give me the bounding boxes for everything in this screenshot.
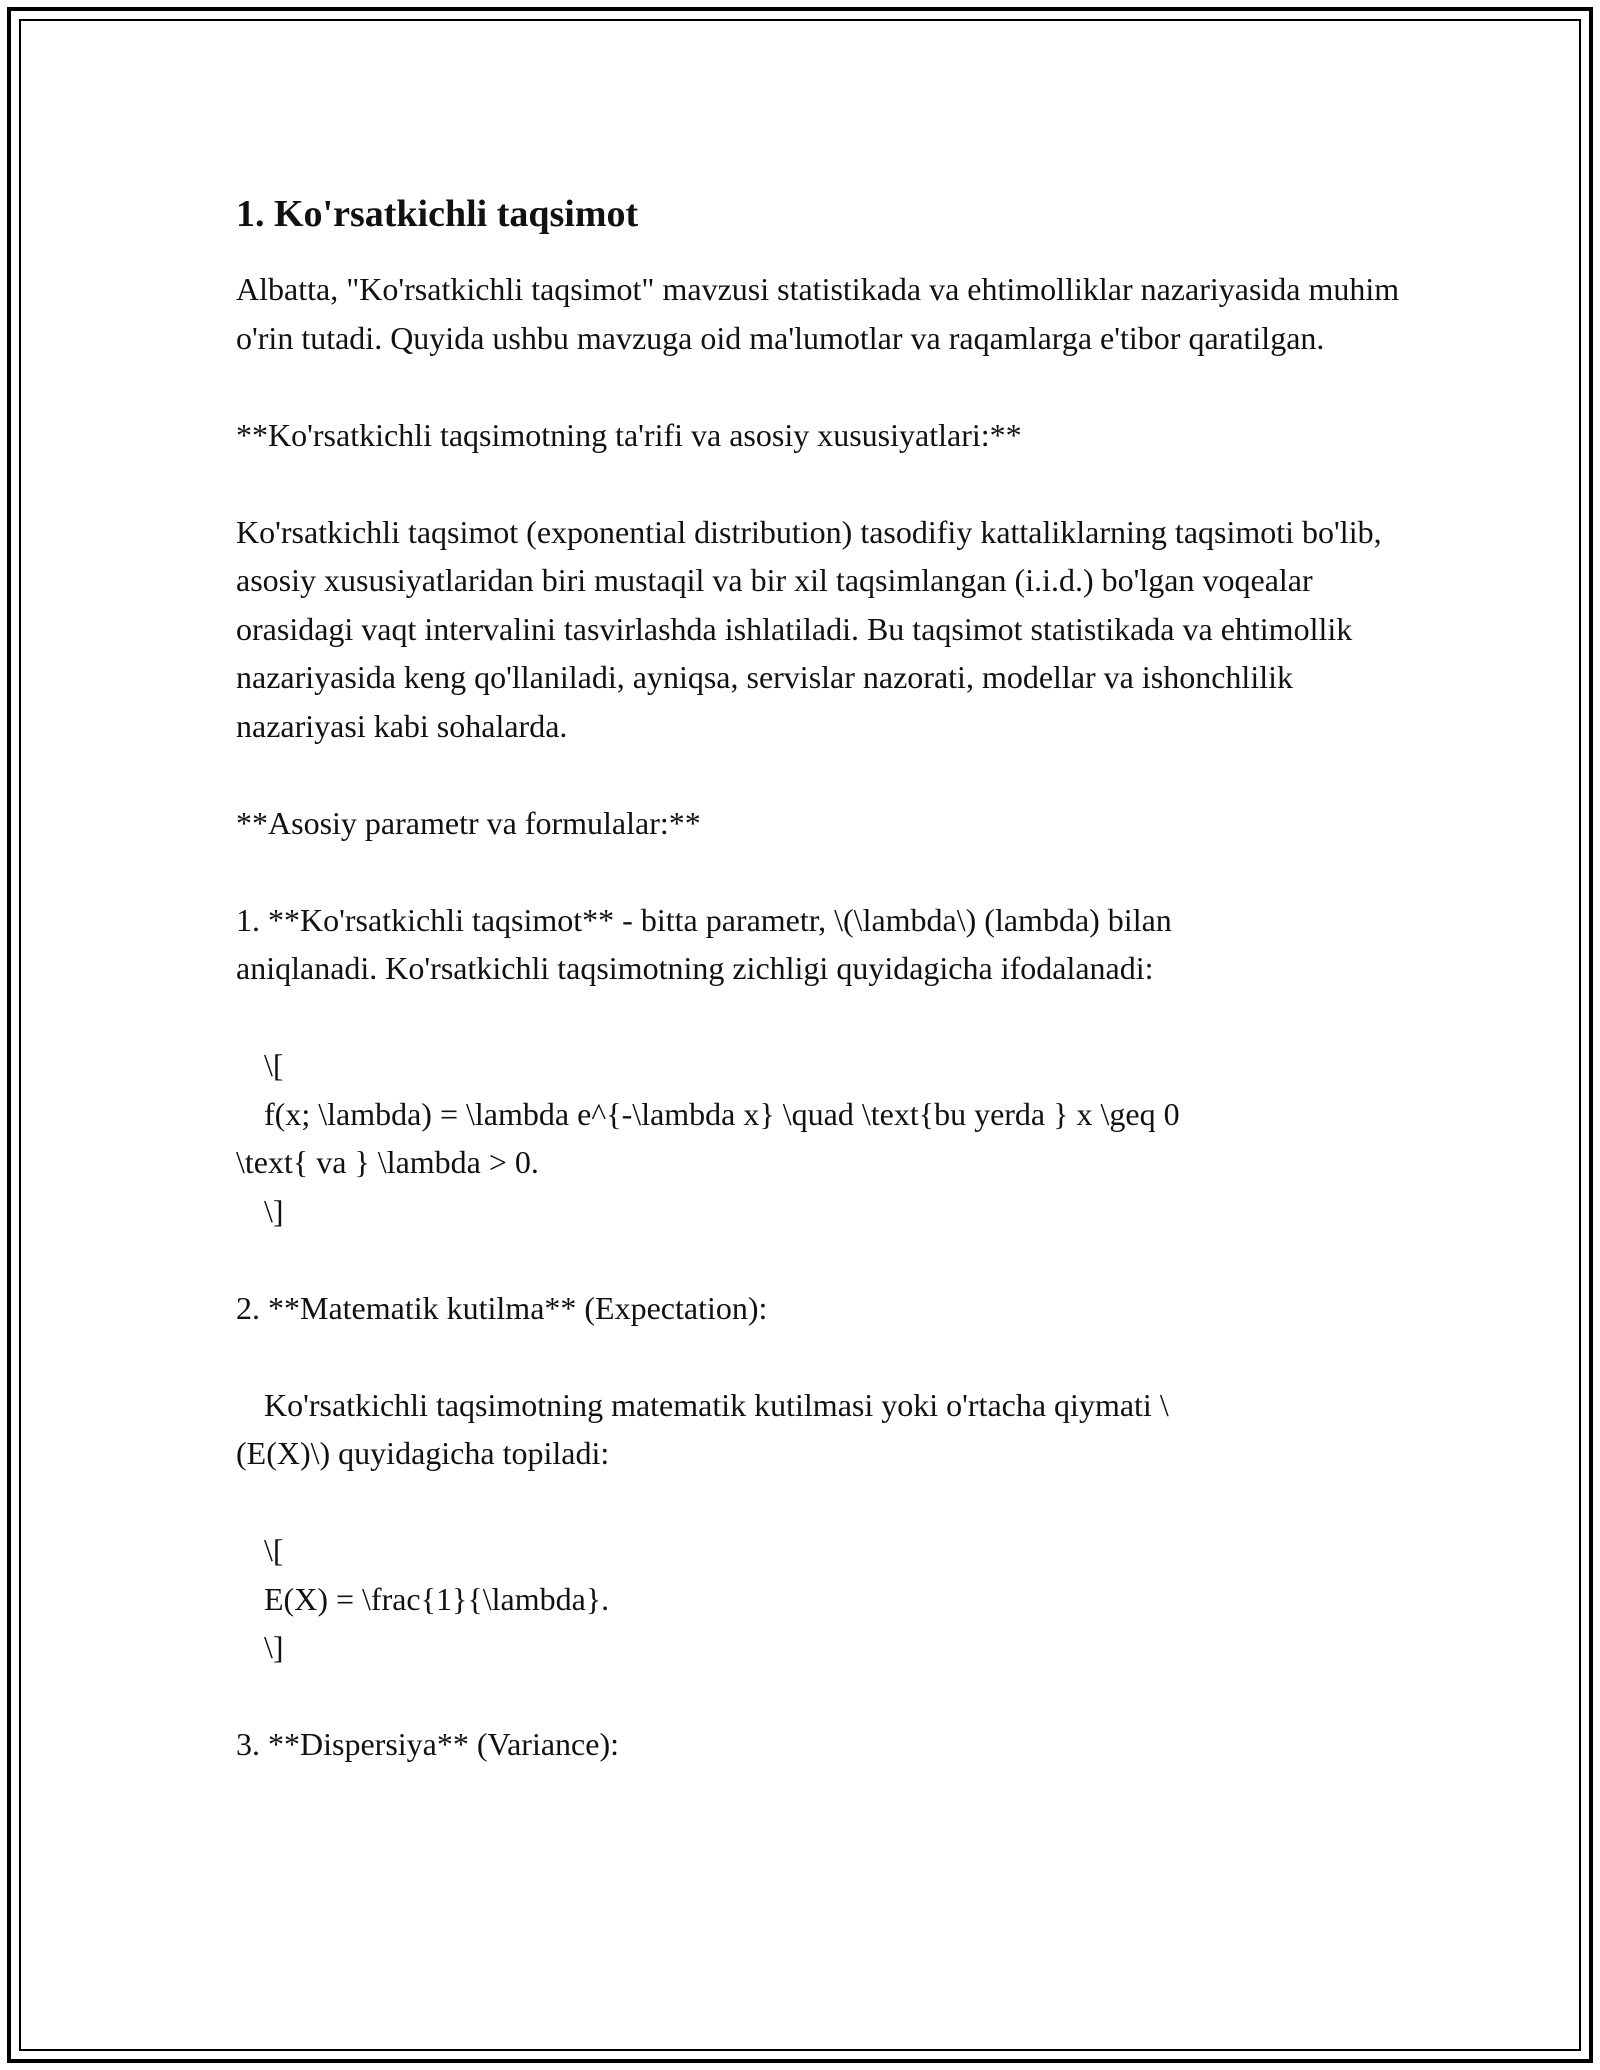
formula-2-close: \] [264,1629,284,1665]
formula-1-line-1: f(x; \lambda) = \lambda e^{-\lambda x} \quad \text{bu yerda } x \geq 0 [264,1095,1180,1132]
formula-2-open: \[ [264,1532,284,1568]
spacer [236,1235,1416,1284]
list-item-2-body-line-2: (E(X)\) quyidagicha topiladi: [236,1435,610,1471]
intro-paragraph: Albatta, "Ko'rsatkichli taqsimot" mavzusi statistikada va ehtimolliklar nazariyasida muhim o'rin tutadi. Quyida ushbu mavzuga oid ma'lumotlar va raqamlarga e'tibor qaratilgan. [236,271,1408,356]
document-body [236,186,1416,1769]
spacer [236,362,1416,411]
spacer [236,459,1416,508]
definition-paragraph: Ko'rsatkichli taqsimot (exponential distribution) tasodifiy kattaliklarning taqsimoti bo'lib, asosiy xususiyatlaridan biri mustaqil va bir xil taqsimlangan (i.i.d.) bo'lgan voqealar orasidagi vaqt intervalini tasvirlashda ishlatiladi. Bu taqsimot statistikada va ehtimollik nazariyasida keng qo'llaniladi, ayniqsa, servislar nazorati, modellar va ishonchlilik nazariyasi kabi sohalarda. [236,513,1390,744]
list-item-2: 2. **Matematik kutilma** (Expectation): [236,1289,768,1326]
spacer [236,1332,1416,1381]
list-item-1-line-1: 1. **Ko'rsatkichli taqsimot** - bitta parametr, \(\lambda\) (lambda) bilan [236,901,1172,938]
spacer [236,1478,1416,1527]
spacer [236,993,1416,1042]
spacer [236,847,1416,896]
formula-1-open: \[ [264,1047,284,1083]
parameters-heading: **Asosiy parametr va formulalar:** [236,804,701,841]
formula-1-close: \] [264,1192,284,1229]
definition-heading: **Ko'rsatkichli taqsimotning ta'rifi va asosiy xususiyatlari:** [236,416,1022,453]
list-item-3: 3. **Dispersiya** (Variance): [236,1726,619,1762]
document-title: 1. Ko'rsatkichli taqsimot [236,193,639,235]
formula-2-line-1: E(X) = \frac{1}{\lambda}. [264,1580,610,1617]
spacer [236,750,1416,799]
list-item-1-line-2: aniqlanadi. Ko'rsatkichli taqsimotning zichligi quyidagicha ifodalanadi: [236,950,1154,986]
formula-1-line-2: \text{ va } \lambda > 0. [236,1144,539,1180]
spacer [236,1672,1416,1721]
list-item-2-body-line-1: Ko'rsatkichli taqsimotning matematik kutilmasi yoki o'rtacha qiymati \ [264,1386,1169,1423]
